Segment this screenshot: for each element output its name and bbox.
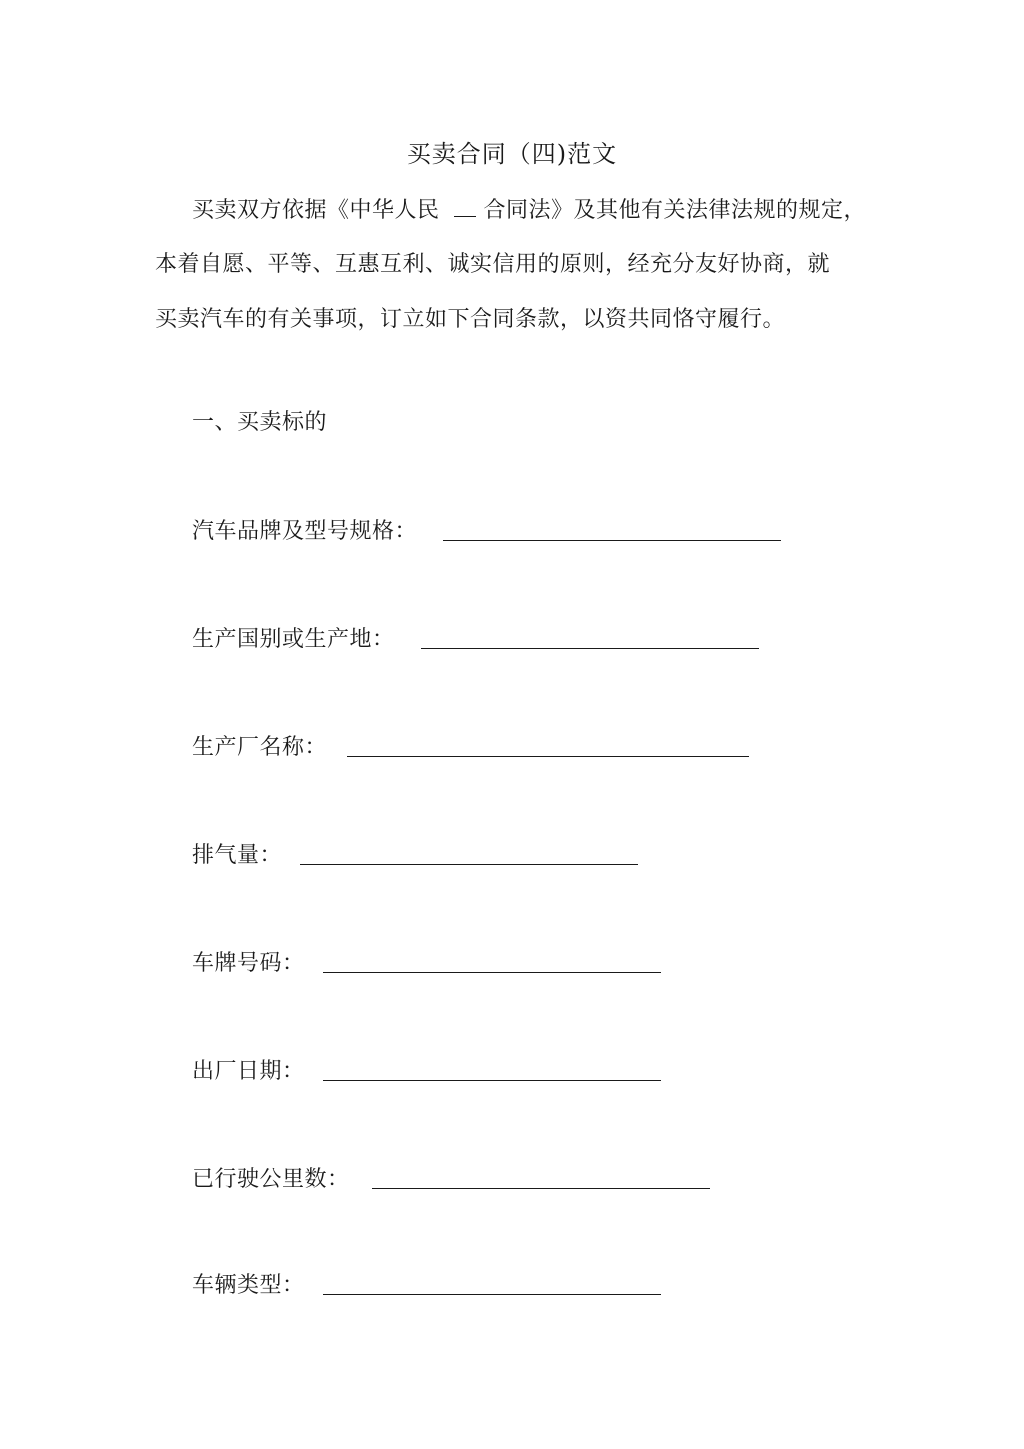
field-input-line[interactable]	[300, 864, 638, 865]
intro-line-1	[192, 193, 866, 224]
field-input-line[interactable]	[421, 648, 759, 649]
field-manufacturer-name	[192, 730, 749, 761]
intro-line-1-part-b: 合同法》及其他有关法律法规的规定，	[483, 198, 867, 223]
field-displacement	[192, 838, 638, 869]
field-label: 出厂日期：	[192, 1059, 305, 1084]
intro-line-1-part-a: 买卖双方依据《中华人民	[192, 198, 440, 223]
field-manufacture-date	[192, 1054, 661, 1085]
field-label: 排气量：	[192, 843, 283, 868]
field-input-line[interactable]	[347, 756, 749, 757]
field-label: 已行驶公里数：	[192, 1167, 350, 1192]
field-label: 生产国别或生产地：	[192, 627, 395, 652]
field-label: 车牌号码：	[192, 951, 305, 976]
field-input-line[interactable]	[443, 540, 781, 541]
field-production-country	[192, 622, 759, 653]
section-heading-subject: 一、买卖标的	[192, 410, 328, 435]
field-input-line[interactable]	[323, 1080, 661, 1081]
field-label: 生产厂名称：	[192, 735, 328, 760]
field-input-line[interactable]	[323, 972, 661, 973]
field-mileage	[192, 1162, 710, 1193]
field-plate-number	[192, 946, 661, 977]
field-car-brand-model	[192, 514, 781, 545]
intro-blank	[454, 198, 476, 217]
intro-line-2: 本着自愿、平等、互惠互利、诚实信用的原则，经充分友好协商，就	[155, 252, 831, 277]
field-input-line[interactable]	[323, 1294, 661, 1295]
field-label: 汽车品牌及型号规格：	[192, 519, 418, 544]
field-input-line[interactable]	[372, 1188, 710, 1189]
field-label: 车辆类型：	[192, 1273, 305, 1298]
intro-line-3: 买卖汽车的有关事项，订立如下合同条款，以资共同恪守履行。	[155, 307, 786, 332]
document-title: 买卖合同（四)范文	[406, 140, 618, 168]
field-vehicle-type	[192, 1268, 661, 1299]
